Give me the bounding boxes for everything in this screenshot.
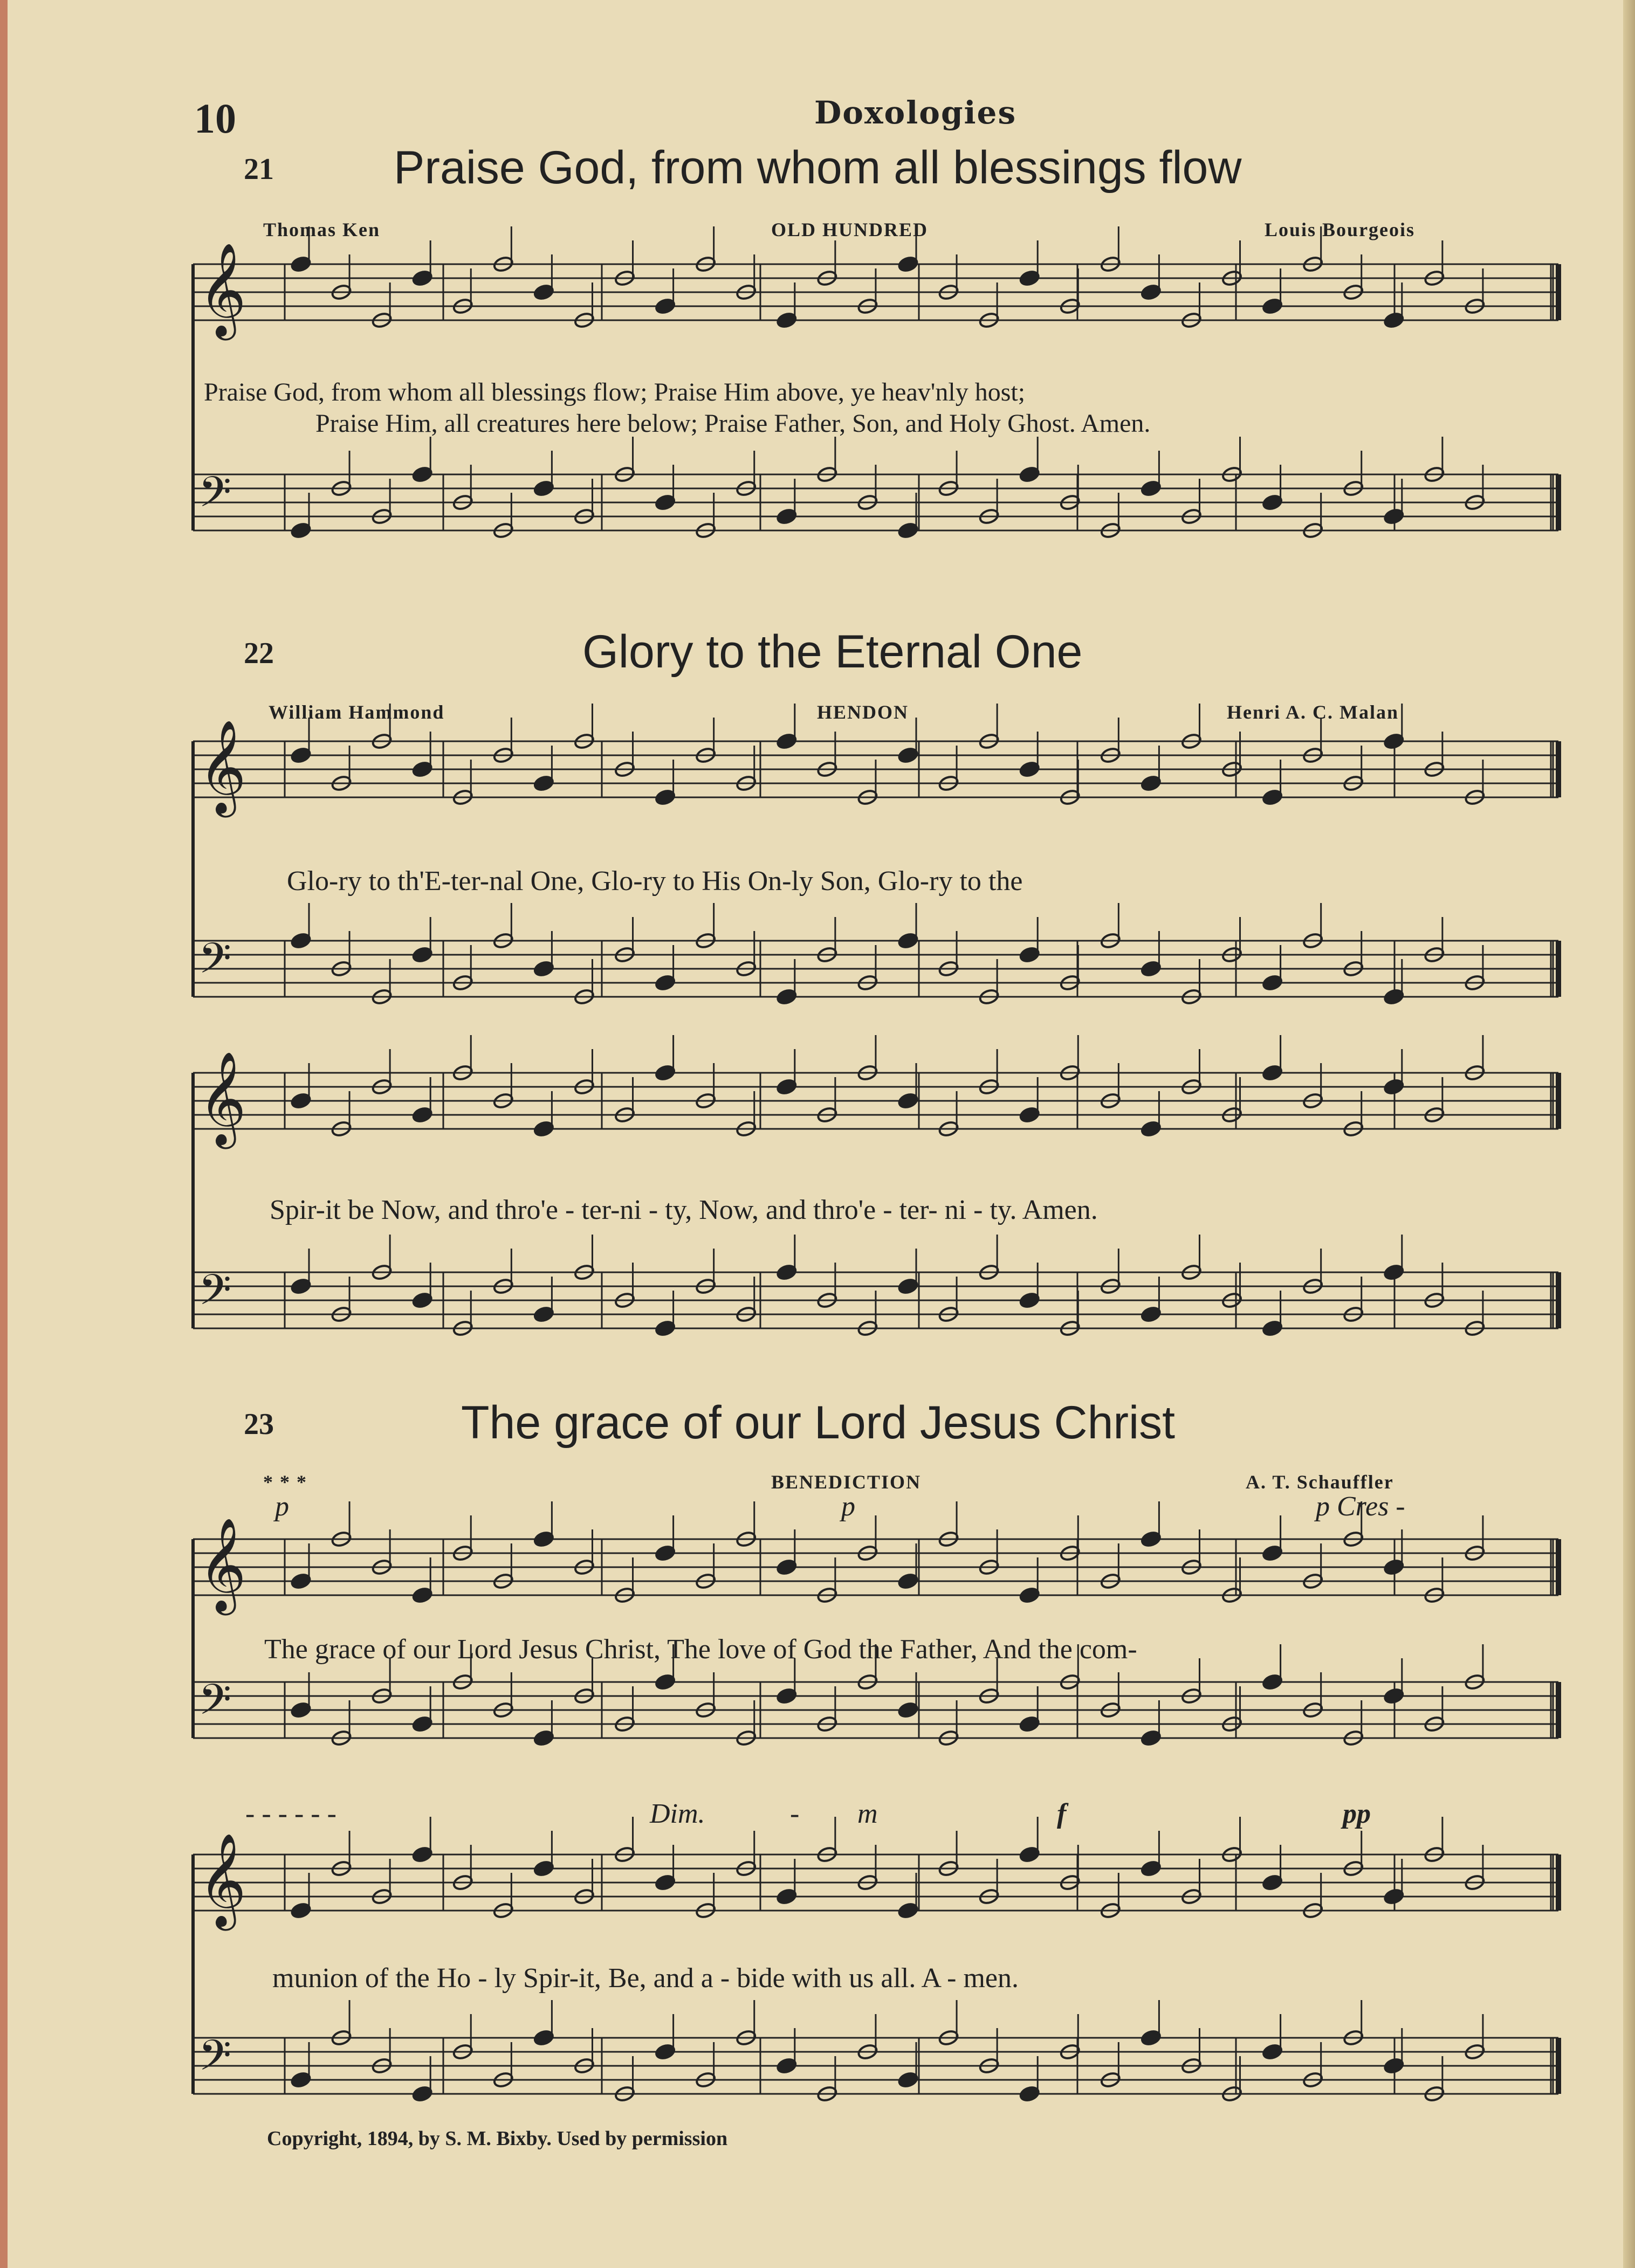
treble-clef-icon: 𝄞 xyxy=(198,720,246,814)
hymn-number: 22 xyxy=(244,637,274,670)
dynamic-marking: f xyxy=(1057,1798,1067,1829)
dynamic-marking: - xyxy=(790,1798,800,1829)
bass-clef-icon: 𝄢 xyxy=(198,1676,232,1735)
hymn-tune: HENDON xyxy=(817,701,909,723)
treble-clef-icon: 𝄞 xyxy=(198,243,246,336)
hymn-author: William Hammond xyxy=(269,701,445,723)
hymn-title: The grace of our Lord Jesus Christ xyxy=(461,1397,1176,1449)
treble-clef-icon: 𝄞 xyxy=(198,1833,246,1927)
lyric-line: Praise Him, all creatures here below; Praise Father, Son, and Holy Ghost. Amen. xyxy=(315,409,1151,438)
bass-clef-icon: 𝄢 xyxy=(198,2031,232,2091)
hymn-number: 23 xyxy=(244,1408,274,1441)
hymn-title: Glory to the Eternal One xyxy=(582,626,1083,678)
hymn-tune: BENEDICTION xyxy=(771,1471,922,1493)
dynamic-marking: Dim. xyxy=(650,1798,705,1829)
treble-clef-icon: 𝄞 xyxy=(198,1051,246,1145)
hymn-composer: A. T. Schauffler xyxy=(1246,1471,1394,1493)
bass-clef-icon: 𝄢 xyxy=(198,1266,232,1325)
lyric-line: The grace of our Lord Jesus Christ, The love of God the Father, And the com- xyxy=(264,1634,1137,1665)
dynamic-marking: p xyxy=(275,1491,289,1522)
dynamic-marking: p Cres - xyxy=(1316,1491,1405,1522)
lyric-line: Praise God, from whom all blessings flow; Praise Him above, ye heav'nly host; xyxy=(204,378,1026,406)
hymn-tune: OLD HUNDRED xyxy=(771,219,929,240)
copyright-notice: Copyright, 1894, by S. M. Bixby. Used by permission xyxy=(267,2127,728,2150)
lyric-line: Glo-ry to th'E-ter-nal One, Glo-ry to His On-ly Son, Glo-ry to the xyxy=(287,866,1023,897)
hymn-author: Thomas Ken xyxy=(263,219,381,240)
hymn-composer: Louis Bourgeois xyxy=(1265,219,1416,240)
treble-clef-icon: 𝄞 xyxy=(198,1518,246,1611)
dynamic-marking: - - - - - - xyxy=(245,1798,336,1829)
hymn-title: Praise God, from whom all blessings flow xyxy=(394,142,1242,194)
dynamic-marking: p xyxy=(841,1491,855,1522)
bass-clef-icon: 𝄢 xyxy=(198,934,232,994)
dynamic-marking: pp xyxy=(1343,1798,1371,1829)
hymn-composer: Henri A. C. Malan xyxy=(1227,701,1399,723)
bass-clef-icon: 𝄢 xyxy=(198,468,232,527)
hymn-number: 21 xyxy=(244,153,274,186)
running-head: Doxologies xyxy=(814,94,1017,131)
page-number: 10 xyxy=(194,95,236,142)
lyric-line: munion of the Ho - ly Spir-it, Be, and a - bide with us all. A - men. xyxy=(272,1963,1019,1994)
dynamic-marking: m xyxy=(857,1798,878,1829)
lyric-line: Spir-it be Now, and thro'e - ter-ni - ty, Now, and thro'e - ter- ni - ty. Amen. xyxy=(270,1195,1098,1225)
hymn-author: * * * xyxy=(263,1471,307,1493)
